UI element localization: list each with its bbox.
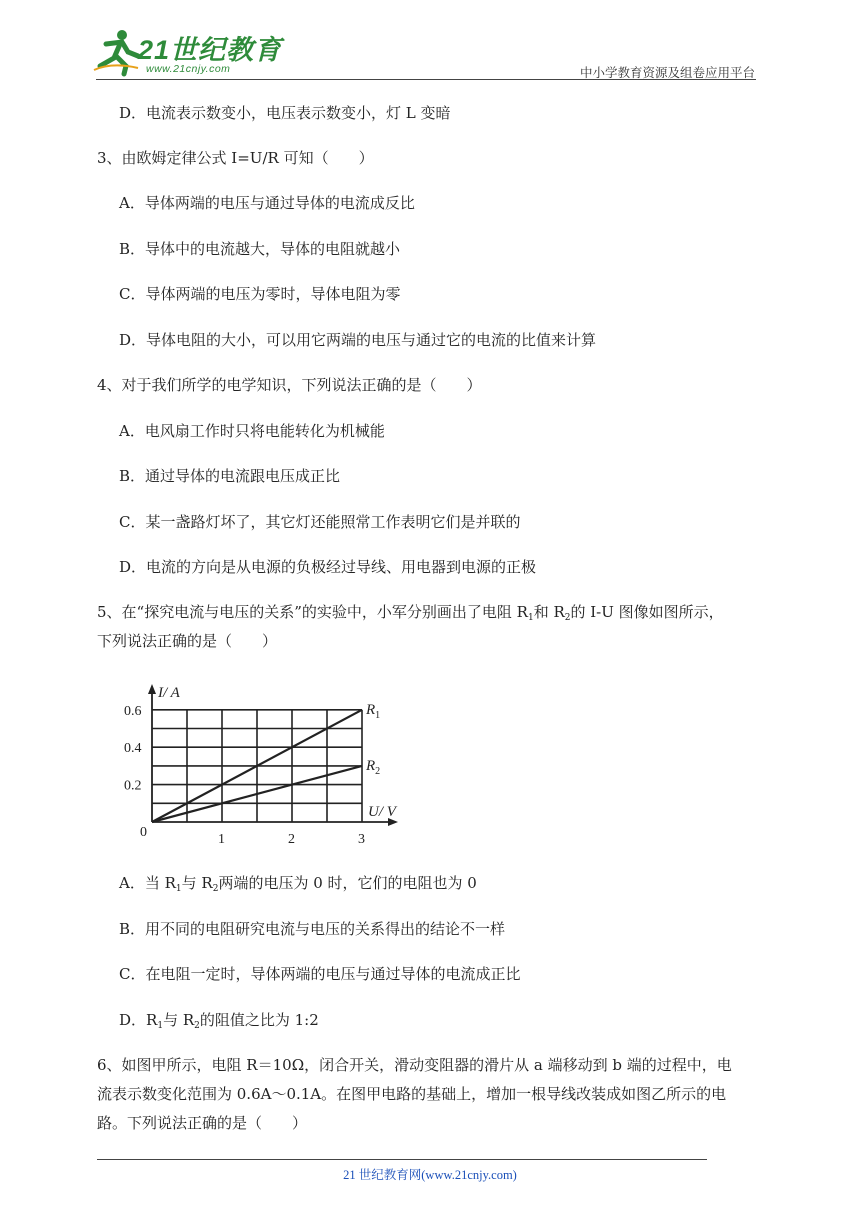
x-axis-label: U/ V xyxy=(368,804,396,820)
origin-label: 0 xyxy=(140,825,147,840)
prev-question-option-d: D．电流表示数变小，电压表示数变小，灯 L 变暗 xyxy=(119,104,451,122)
question-6-line-2: 流表示数变化范围为 0.6A～0.1A。在图甲电路的基础上，增加一根导线改装成如图乙所示的电 xyxy=(97,1085,727,1103)
header-divider xyxy=(96,79,756,80)
question-4-stem: 4、对于我们所学的电学知识，下列说法正确的是（ ） xyxy=(97,376,482,394)
question-6-line-1: 6、如图甲所示，电阻 R＝10Ω，闭合开关，滑动变阻器的滑片从 a 端移动到 b 端的过程中，电 xyxy=(97,1056,732,1074)
question-3-option-c: C．导体两端的电压为零时，导体电阻为零 xyxy=(119,285,401,303)
y-axis-label: I/ A xyxy=(158,685,180,701)
runner-logo-icon xyxy=(92,26,142,76)
question-5-option-a: A．当 $R_1$与 $R_2$两端的电压为 0 时，它们的电阻也为 0 xyxy=(119,874,477,894)
footer-text: 21 世纪教育网(www.21cnjy.com) xyxy=(343,1168,517,1182)
x-tick-label: 1 xyxy=(218,832,225,847)
question-5-option-b: B．用不同的电阻研究电流与电压的关系得出的结论不一样 xyxy=(119,920,506,938)
y-tick-label: 0.4 xyxy=(124,741,142,757)
question-5-option-d: D．$R_1$与 $R_2$的阻值之比为 1:2 xyxy=(119,1011,319,1031)
footer-divider xyxy=(97,1159,707,1160)
logo-title: 21世纪教育 xyxy=(138,35,283,65)
x-tick-label: 2 xyxy=(288,832,295,847)
question-4-option-d: D．电流的方向是从电源的负极经过导线、用电器到电源的正极 xyxy=(119,558,537,576)
question-3-option-b: B．导体中的电流越大，导体的电阻就越小 xyxy=(119,240,401,258)
platform-name: 中小学教育资源及组卷应用平台 xyxy=(579,65,755,80)
question-5-stem-line-2: 下列说法正确的是（ ） xyxy=(97,632,278,650)
iu-graph xyxy=(122,680,396,850)
series-label-r2: $R_2$ xyxy=(366,757,381,777)
question-4-option-a: A．电风扇工作时只将电能转化为机械能 xyxy=(119,422,385,440)
question-3-stem: 3、由欧姆定律公式 I=U/R 可知（ ） xyxy=(97,149,374,167)
question-6-line-3: 路。下列说法正确的是（ ） xyxy=(97,1114,308,1132)
y-axis-arrow xyxy=(148,684,156,694)
question-5-stem: 5、在“探究电流与电压的关系”的实验中，小军分别画出了电阻 $R_1$和 $R_2$的 I-U 图像如图所示， xyxy=(97,603,724,623)
x-tick-label: 3 xyxy=(358,832,365,847)
question-4-option-b: B．通过导体的电流跟电压成正比 xyxy=(119,467,341,485)
series-label-subscript: 1 xyxy=(375,709,381,721)
question-3-option-a: A．导体两端的电压与通过导体的电流成反比 xyxy=(119,194,415,212)
question-5-option-c: C．在电阻一定时，导体两端的电压与通过导体的电流成正比 xyxy=(119,965,521,983)
series-label-r1: $R_1$ xyxy=(366,701,381,721)
question-4-option-c: C．某一盏路灯坏了，其它灯还能照常工作表明它们是并联的 xyxy=(119,513,521,531)
series-label-subscript: 2 xyxy=(375,765,381,777)
y-tick-label: 0.2 xyxy=(124,778,142,794)
logo-url: www.21cnjy.com xyxy=(146,63,231,75)
question-3-option-d: D．导体电阻的大小，可以用它两端的电压与通过它的电流的比值来计算 xyxy=(119,331,597,349)
y-tick-label: 0.6 xyxy=(124,703,142,719)
